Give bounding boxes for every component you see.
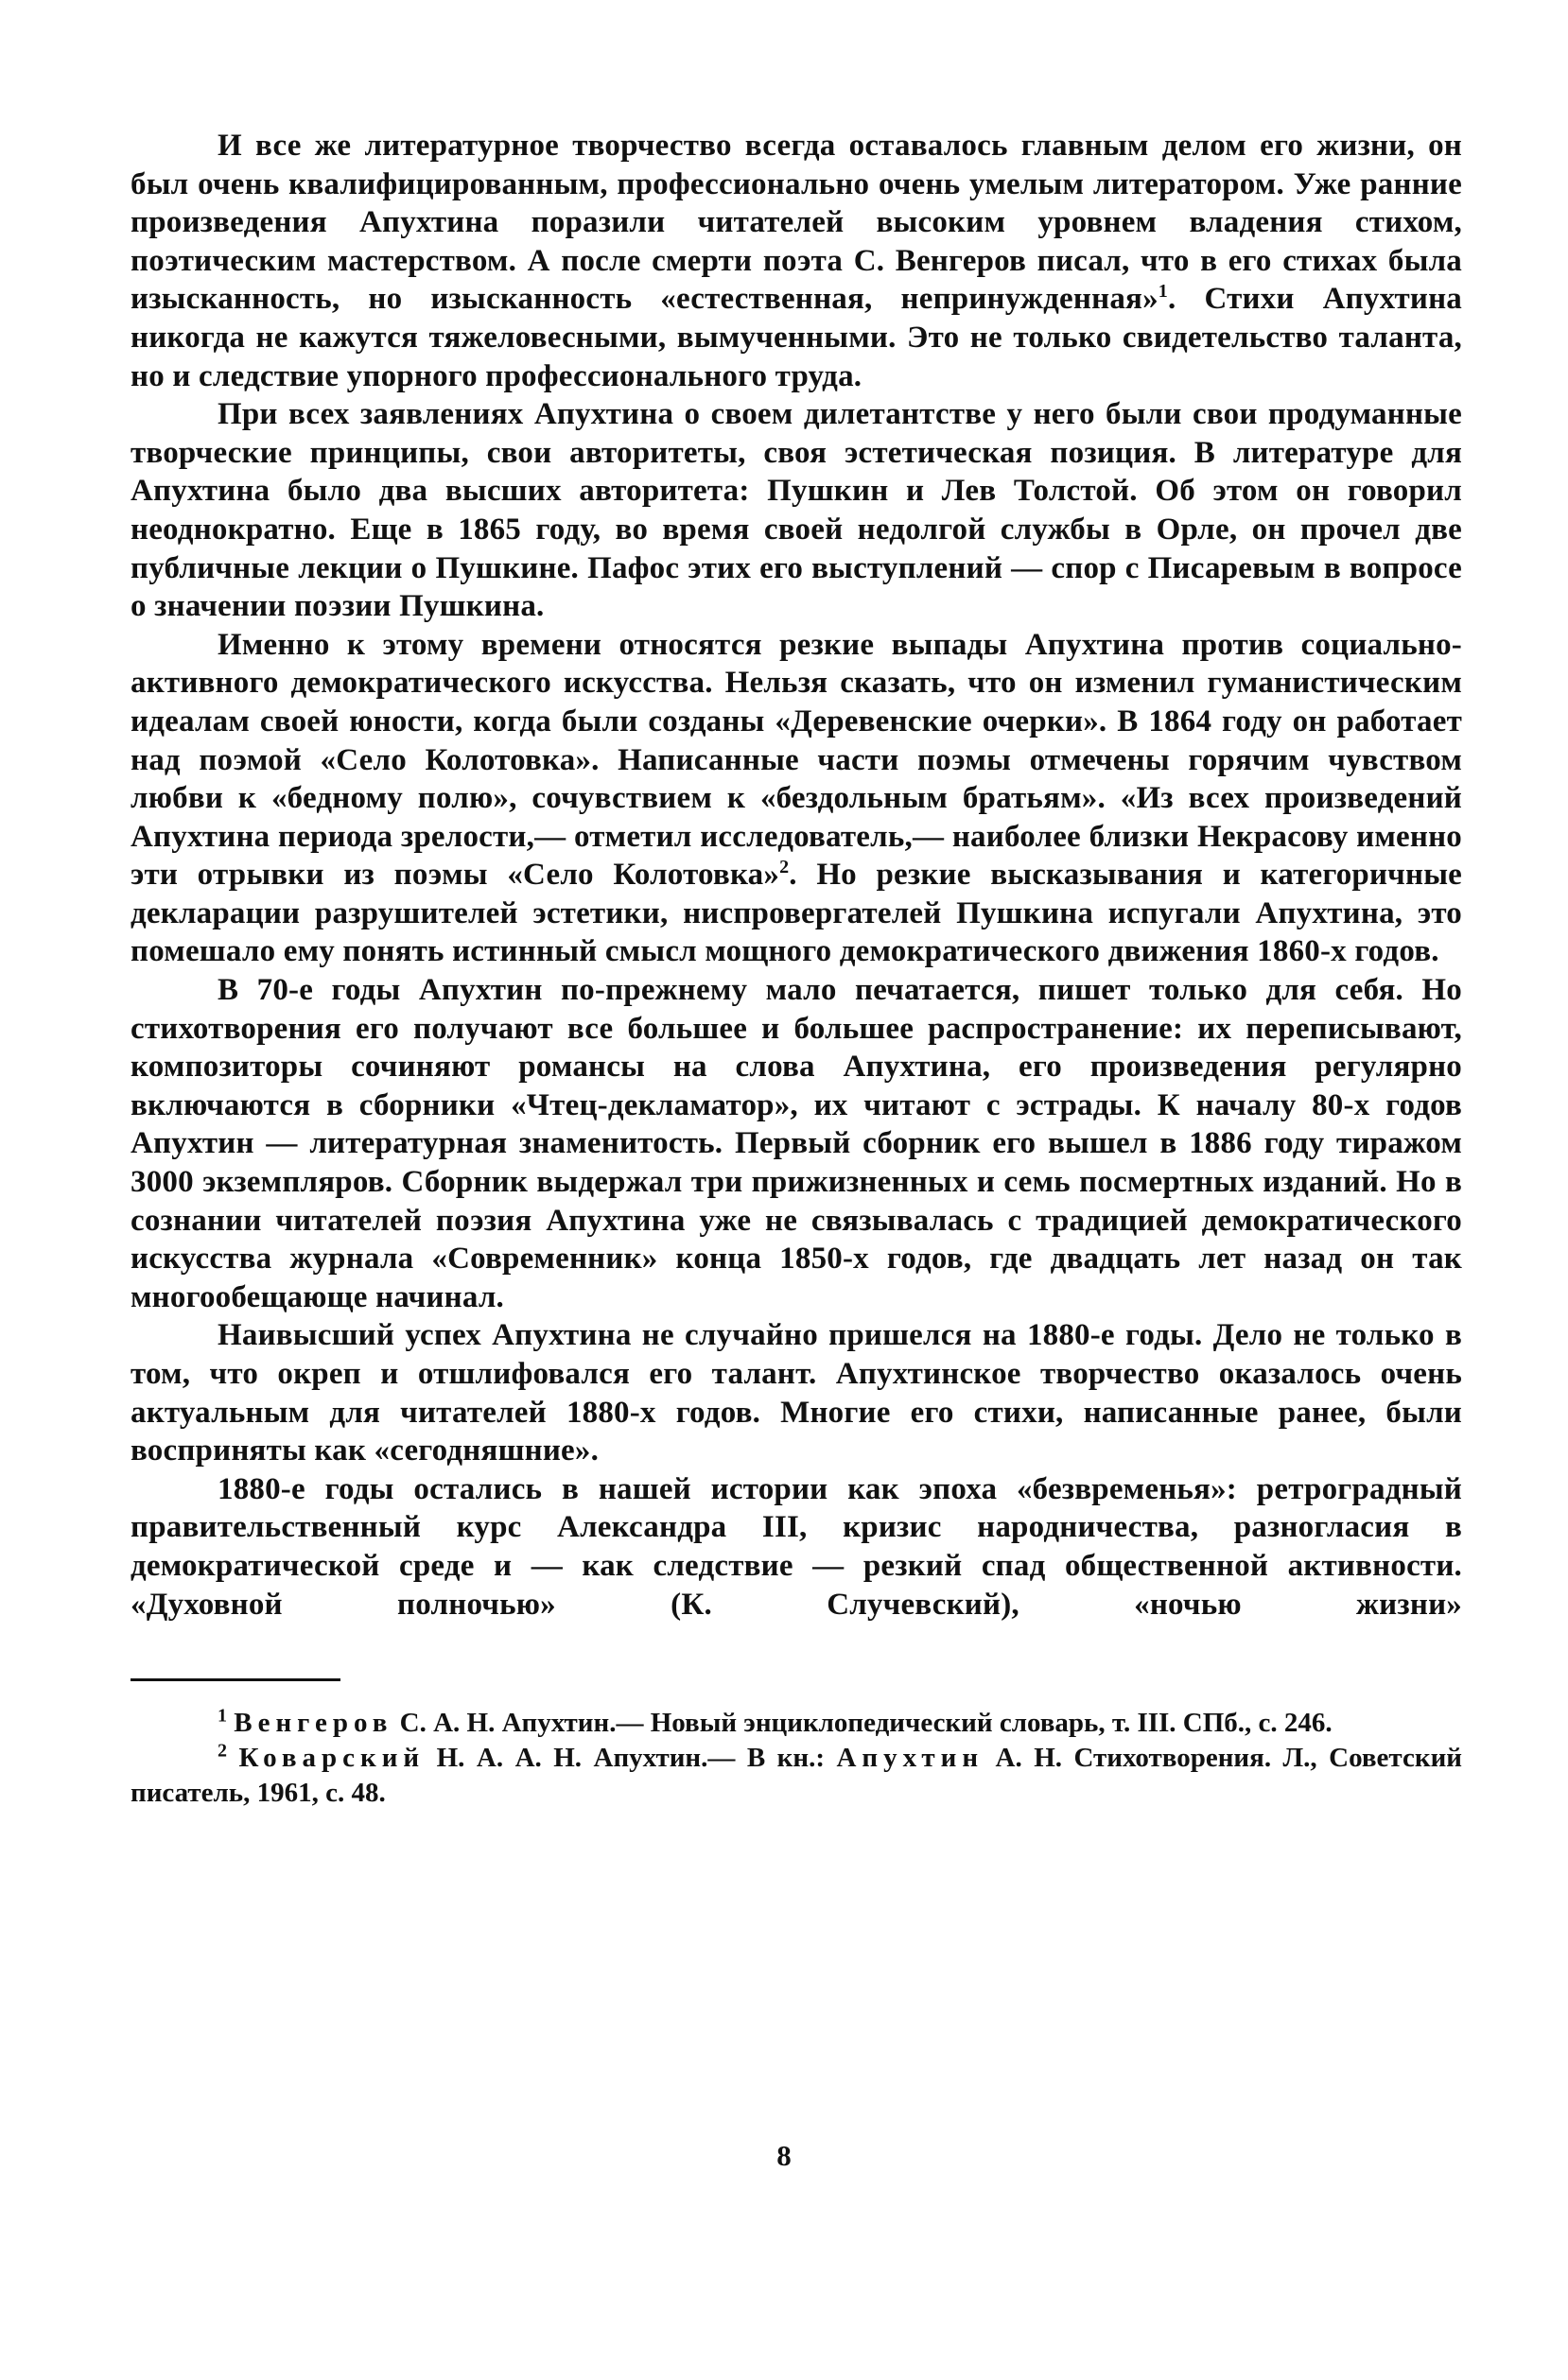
paragraph-1 xyxy=(131,127,1462,395)
paragraph-2: При всех заявлениях Апухтина о своем дилетантстве у него были свои продуманные творческие принципы, свои авторитеты, своя эстетическая позиция. В литературе для Апухтина было два высших авторитета: Пушкин и Лев Толстой. Об этом он говорил неоднократно. Еще в 1865 году, во время своей недолгой службы в Орле, он прочел две публичные лекции о Пушкине. Пафос этих его выступлений — спор с Писаревым в вопросе о значении поэзии Пушкина. xyxy=(131,397,1462,624)
footnote-2-author: Коварский xyxy=(238,1743,426,1774)
footnote-2-author2: Апухтин xyxy=(836,1743,984,1774)
footnote-2-text: А. Н. Стихотворения. Л., Советский писатель, 1961, с. 48. xyxy=(131,1743,1462,1809)
paragraph-5: Наивысший успех Апухтина не случайно пришелся на 1880-е годы. Дело не только в том, что окреп и отшлифовался его талант. Апухтинское творчество оказалось очень актуальным для читателей 1880-х годов. Многие его стихи, написанные ранее, были восприняты как «сегодняшние». xyxy=(131,1318,1462,1468)
page xyxy=(131,127,1462,1811)
footnote-ref-1: 1 xyxy=(1158,281,1168,303)
footnotes xyxy=(131,1706,1462,1811)
paragraph-3-text: Именно к этому времени относятся резкие выпады Апухтина против социально-активного демократического искусства. Нельзя сказать, что он изменил гуманистическим идеалам своей юности, когда были созданы «Деревенские очерки». В 1864 году он работает над поэмой «Село Колотовка». Написанные части поэмы отмечены горячим чувством любви к «бедному полю», сочувствием к «бездольным братьям». «Из всех произведений Апухтина периода зрелости,— отметил исследователь,— наиболее близки Некрасову именно эти отрывки из поэмы «Село Колотовка» xyxy=(131,627,1462,893)
paragraph-6: 1880-е годы остались в нашей истории как эпоха «безвременья»: ретроградный правительственный курс Александра III, кризис народничества, разногласия в демократической среде и — как следствие — резкий спад общественной активности. «Духовной полночью» (К. Случевский), «ночью жизни» xyxy=(131,1471,1462,1622)
page-number: 8 xyxy=(776,2139,792,2172)
paragraph-3 xyxy=(131,626,1462,971)
footnote-1 xyxy=(131,1706,1462,1741)
footnote-ref-2: 2 xyxy=(779,857,790,878)
paragraph-1-text: И все же литературное творчество всегда оставалось главным делом его жизни, он был очень квалифицированным, профессионально очень умелым литератором. Уже ранние произведения Апухтина поразили читателей высоким уровнем владения стихом, поэтическим мастерством. А после смерти поэта С. Венгеров писал, что в его стихах была изысканность, но изысканность «естественная, непринужденная» xyxy=(131,129,1462,317)
footnote-2 xyxy=(131,1741,1462,1811)
footnote-divider xyxy=(131,1678,340,1681)
paragraph-4: В 70-е годы Апухтин по-прежнему мало печатается, пишет только для себя. Но стихотворения его получают все большее и большее распространение: их переписывают, композиторы сочиняют романсы на слова Апухтина, его произведения регулярно включаются в сборники «Чтец-декламатор», их читают с эстрады. К началу 80-х годов Апухтин — литературная знаменитость. Первый сборник его вышел в 1886 году тиражом 3000 экземпляров. Сборник выдержал три прижизненных и семь посмертных изданий. Но в сознании читателей поэзия Апухтина уже не связывалась с традицией демократического искусства журнала «Современник» конца 1850-х годов, где двадцать лет назад он так многообещающе начинал. xyxy=(131,973,1462,1314)
footnote-2-mid: Н. А. А. Н. Апухтин.— В кн.: xyxy=(425,1743,837,1774)
footnote-1-number: 1 xyxy=(218,1705,227,1727)
footnote-1-text: С. А. Н. Апухтин.— Новый энциклопедический словарь, т. III. СПб., с. 246. xyxy=(392,1708,1333,1739)
footnote-2-number: 2 xyxy=(218,1740,227,1762)
body-text xyxy=(131,127,1462,1624)
paragraph-1-tail: . Стихи Апухтина никогда не кажутся тяжеловесными, вымученными. Это не только свидетельство таланта, но и следствие упорного профессионального труда. xyxy=(131,282,1462,393)
footnote-1-author: Венгеров xyxy=(234,1708,393,1739)
paragraph-3-tail: . Но резкие высказывания и категоричные декларации разрушителей эстетики, ниспровергателей Пушкина испугали Апухтина, это помешало ему понять истинный смысл мощного демократического движения 1860-х годов. xyxy=(131,858,1463,969)
